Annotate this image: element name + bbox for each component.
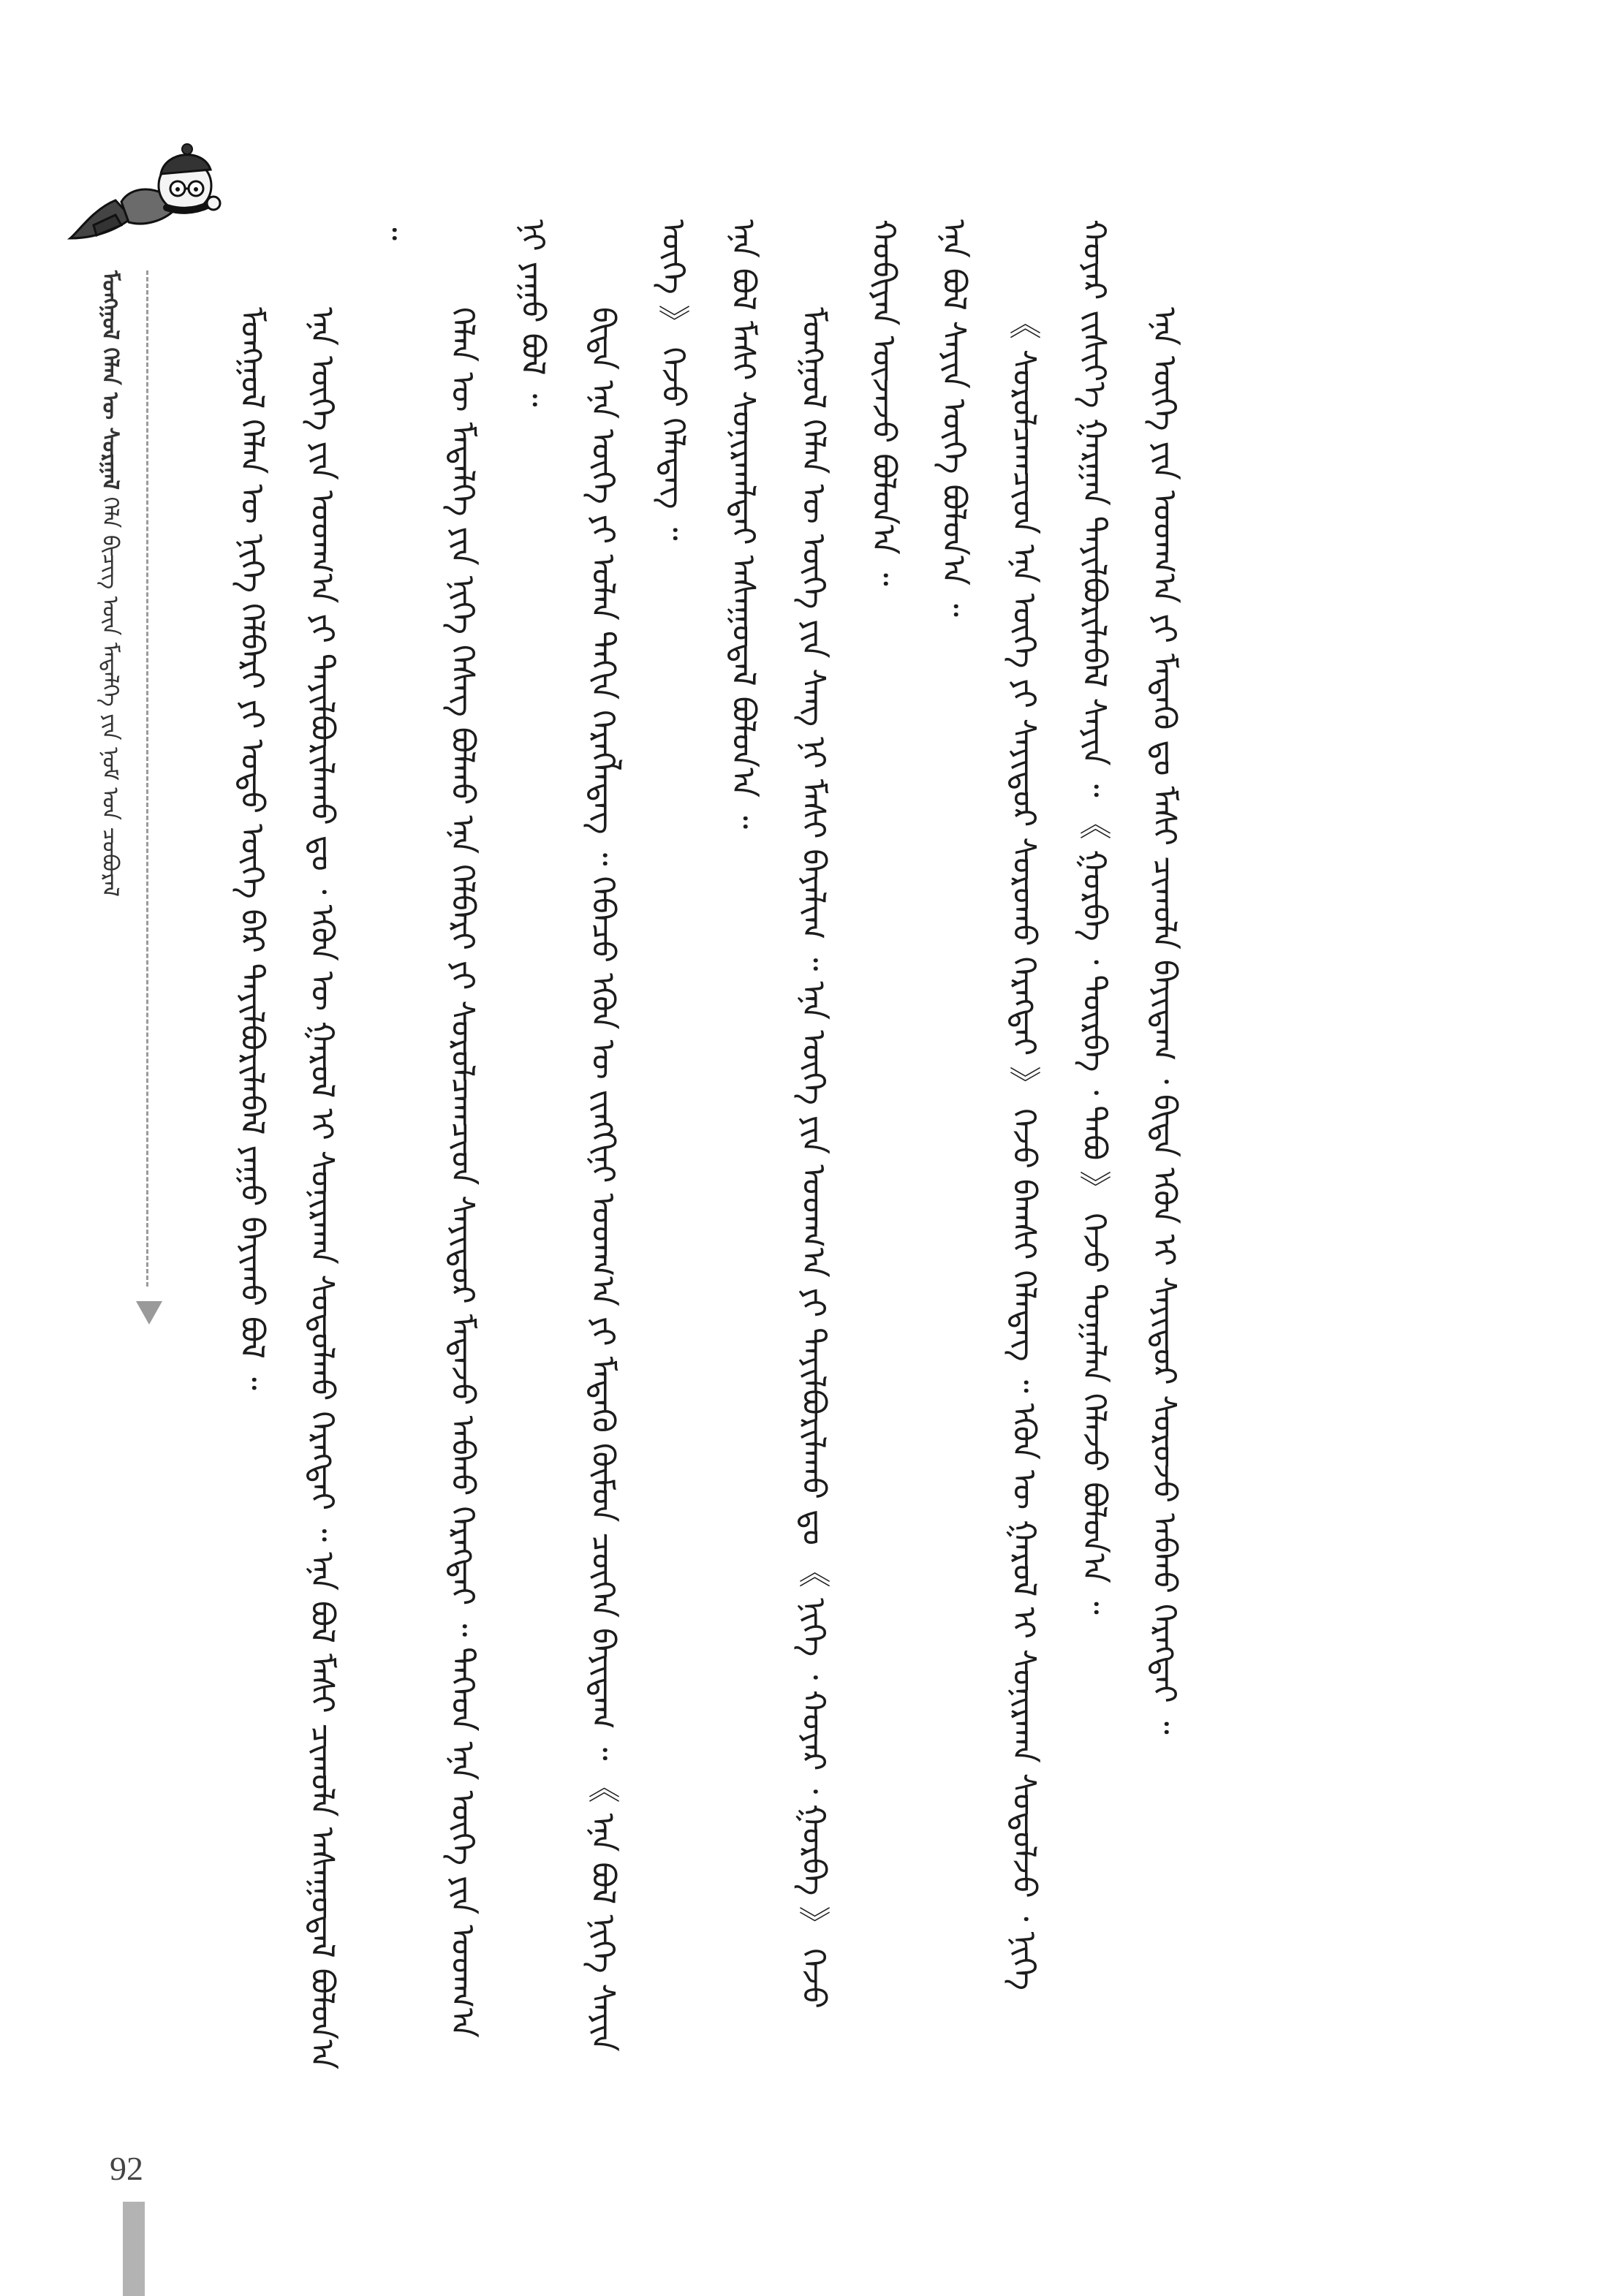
running-head — [88, 270, 132, 1184]
paragraph: ᠮᠣᠩᠭᠣᠯ ᠬᠡᠯᠡᠨ ᠦ ᠦᠭᠡ ᠶᠢᠨ ᠰᠠᠩ ᠨᠢ ᠮᠠᠰᠢ ᠪᠠᠶᠠᠯᠢᠭ ᠃ ᠡᠨᠡ ᠦᠭᠡ ᠶᠢᠨ ᠤᠳᠬ᠎ᠠ ᠶᠢ ᠲᠠᠶᠢᠯᠪᠤᠷᠢᠯᠠᠬᠤ ᠳᠤ 《 ᠨᠢᠭᠡ ᠂ ᠬᠣᠶᠠᠷ ᠂ ᠭᠤᠷᠪᠠ 》 ᠭᠡᠵᠦ ᠬᠤᠪᠢᠶᠠᠨ ᠦᠵᠡᠵᠦ ᠪᠣᠯᠤᠨ᠎ᠠ ᠃ — [795, 219, 902, 2009]
paragraph: ᠮᠣᠩᠭᠣᠯ ᠬᠡᠯᠡᠨ ᠦ ᠨᠢᠭᠡ ᠬᠡᠯᠪᠡᠷᠢ ᠶᠢ ᠣᠳᠣ ᠦᠭᠡ ᠪᠡᠷ ᠲᠠᠶᠢᠯᠪᠤᠷᠢᠯᠠᠪᠠᠯ ᠶᠠᠭᠤ ᠪᠠᠶᠢᠬᠤ ᠪᠣᠯ ᠃ — [233, 307, 270, 1390]
side-tab-marker — [123, 2202, 145, 2296]
body-text — [216, 219, 1183, 2076]
paragraph: ᠡᠨᠡ ᠪᠣᠯ ᠰᠠᠶᠢᠨ ᠦᠭᠡ ᠪᠣᠯᠤᠨ᠎ᠠ ᠃ — [935, 219, 972, 617]
triangle-arrow-icon — [136, 1301, 162, 1325]
running-head-title: ᠮᠣᠩᠭᠣᠯ ᠬᠡᠯᠡᠨ ᠦ ᠰᠤᠷᠭᠠᠯ — [97, 270, 123, 490]
flying-boy-mascot-icon — [64, 129, 232, 275]
paragraph: 《 ᠰᠤᠷᠤᠯᠴᠠᠭᠴᠢᠳ ᠡᠨᠡ ᠦᠭᠡ ᠶᠢ ᠰᠠᠶᠢᠲᠤᠷ ᠰᠤᠷᠤᠬᠤ ᠬᠡᠷᠡᠭᠲᠡᠢ 》 ᠭᠡᠵᠦ ᠪᠠᠭᠰᠢ ᠬᠡᠯᠡᠳᠡᠭ ᠃ ᠡᠭᠦᠨ ᠦ ᠭᠠᠷᠤᠯ ᠢ ᠰᠣᠨᠢᠷᠬᠠᠨ ᠰᠤᠳᠤᠯᠵᠤ ᠂ ᠨᠢᠭᠡ ᠬᠣᠶᠠᠷ ᠵᠢᠱᠢᠶ᠎ᠡ ᠭᠠᠷᠭᠠᠨ ᠲᠠᠶᠢᠯᠪᠤᠷᠢᠯᠠᠪᠠᠯ ᠰᠠᠶᠢᠨ ᠃ 《 ᠭᠤᠷᠪᠠ ᠂ ᠳᠥᠷᠪᠡ ᠂ ᠲᠠᠪᠤ 》 ᠭᠡᠵᠦ ᠲᠣᠭᠠᠯᠠᠨ ᠬᠡᠯᠡᠵᠦ ᠪᠣᠯᠤᠨ᠎ᠠ ᠃ — [1005, 219, 1113, 1990]
running-head-subtitle: ᠬᠡᠯᠡ ᠪᠢᠴᠢᠭ ᠦᠨ ᠮᠡᠳᠡᠯᠭᠡ ᠶᠢᠨ ᠨᠣᠮ ᠤᠨ ᠴᠤᠪᠤᠷᠠᠯ — [97, 496, 123, 897]
paragraph: ᠡᠨᠡ ᠦᠭᠡ ᠶᠢᠨ ᠤᠳᠬ᠎ᠠ ᠶᠢ ᠮᠡᠳᠡᠬᠦ ᠳᠤ ᠮᠠᠰᠢ ᠴᠢᠬᠤᠯᠠ ᠪᠠᠶᠢᠳᠠᠭ ᠂ ᠪᠢᠳᠡ ᠡᠭᠦᠨ ᠢ ᠰᠠᠶᠢᠲᠤᠷ ᠰᠤᠷᠤᠵᠤ ᠠᠪᠬᠤ ᠬᠡᠷᠡᠭᠲᠡᠢ ᠃ — [1146, 307, 1183, 1735]
page-number: 92 — [110, 2150, 143, 2187]
paragraph: ᠪᠢᠳᠡ ᠡᠨᠡ ᠦᠭᠡ ᠶᠢ ᠣᠯᠠᠨ ᠳᠠᠬᠢᠨ ᠬᠡᠷᠡᠭᠯᠡᠳᠡᠭ ᠃ ᠭᠡᠪᠡᠴᠦ ᠡᠭᠦᠨ ᠦ ᠵᠢᠩᠬᠢᠨᠢ ᠤᠳᠬ᠎ᠠ ᠶᠢ ᠮᠡᠳᠡᠬᠦ ᠬᠦᠮᠦᠨ ᠴᠥᠭᠡᠨ ᠪᠠᠶᠢᠳᠠᠭ ᠃ 《 ᠡᠨᠡ ᠪᠣᠯ ᠨᠢᠭᠡ ᠰᠠᠶᠢᠨ ᠦᠭᠡ 》 ᠭᠡᠵᠦ ᠬᠡᠯᠡᠳᠡᠭ ᠃ — [584, 219, 692, 2052]
paragraph: ᠡᠨᠡ ᠦᠭᠡ ᠶᠢᠨ ᠤᠳᠬ᠎ᠠ ᠶᠢ ᠲᠠᠶᠢᠯᠪᠤᠷᠢᠯᠠᠬᠤ ᠳᠤ ᠂ ᠡᠭᠦᠨ ᠦ ᠭᠠᠷᠤᠯ ᠢ ᠰᠣᠨᠢᠷᠬᠠᠨ ᠰᠤᠳᠤᠯᠬᠤ ᠬᠡᠷᠡᠭᠲᠡᠢ ᠃ ᠡᠨᠡ ᠪᠣᠯ ᠮᠠᠰᠢ ᠴᠢᠬᠤᠯᠠ ᠠᠰᠠᠭᠤᠳᠠᠯ ᠪᠣᠯᠤᠨ᠎ᠠ ᠃ — [303, 219, 411, 2070]
paragraph: ᠬᠡᠯᠡᠨ ᠦ ᠮᠡᠳᠡᠯᠭᠡ ᠶᠢᠨ ᠨᠢᠭᠡ ᠬᠡᠰᠡᠭ ᠪᠣᠯᠬᠤ ᠡᠨᠡ ᠬᠡᠯᠪᠡᠷᠢ ᠶᠢ ᠰᠤᠷᠤᠯᠴᠠᠭᠴᠢᠳ ᠰᠠᠶᠢᠲᠤᠷ ᠮᠡᠳᠡᠵᠦ ᠠᠪᠬᠤ ᠬᠡᠷᠡᠭᠲᠡᠢ ᠃ ᠲᠡᠭᠡᠳ ᠡᠨᠡ ᠦᠭᠡ ᠶᠢᠨ ᠤᠳᠬ᠎ᠠ ᠨᠢ ᠶᠠᠭᠤ ᠪᠣᠯ ᠃ — [444, 219, 551, 2038]
dashed-rule — [146, 270, 148, 1287]
paragraph: ᠡᠨᠡ ᠪᠣᠯ ᠮᠠᠰᠢ ᠰᠣᠨᠢᠷᠬᠠᠯᠲᠠᠢ ᠠᠰᠠᠭᠤᠳᠠᠯ ᠪᠣᠯᠤᠨ᠎ᠠ ᠃ — [725, 219, 762, 829]
